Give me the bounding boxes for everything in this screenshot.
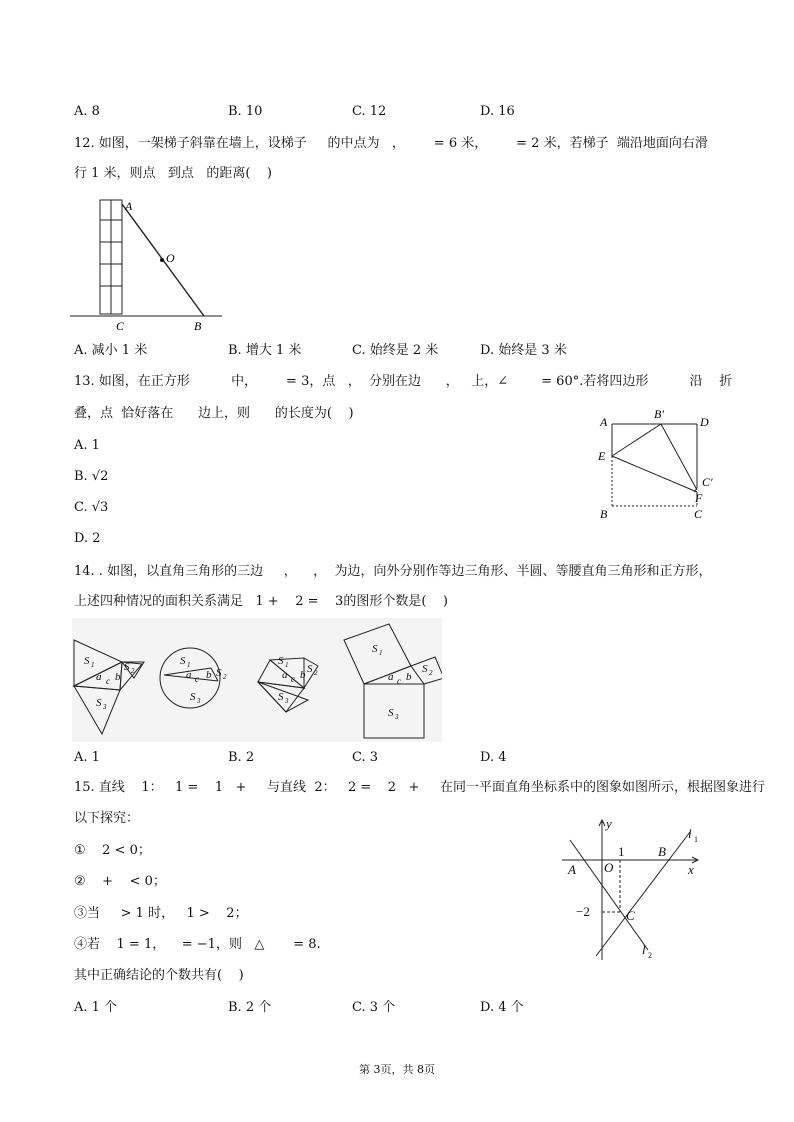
q15-label-y: y [606,816,612,831]
q13-label-c: C [694,507,703,521]
q15-item-3: ③当 > 1 时， 1 > 2； [74,906,248,921]
q14-f3-s2: S [307,663,313,675]
q14-f4-c: c [397,676,401,686]
q14-f3-s3-sub: 3 [285,697,289,705]
q12-label-b: B [194,319,202,333]
q14-option-b: B. 2 [228,750,255,765]
q12-option-b: B. 增大 1 米 [228,343,302,358]
q14-f2-a: a [186,669,192,681]
q15-label-b: B [658,844,666,859]
q14-f3-s2-sub: 2 [314,669,318,677]
q12-label-a: A [125,199,133,213]
q12-option-d: D. 始终是 3 米 [480,343,567,358]
q12-ladder-figure [70,194,230,334]
q13-stem-line1: 13. 如图，在正方形 中， = 3，点 ， 分别在边 ， 上，∠ = 60°.若将四边形 沿 折 [74,374,733,389]
q15-option-a: A. 1 个 [74,1000,118,1015]
q13-square-fold-figure [594,404,730,526]
q14-f4-s1: S [372,643,378,655]
q14-f2-s1-sub: 1 [187,661,191,669]
q15-conclusion-line: 其中正确结论的个数共有( ) [74,968,244,983]
q15-label-l1: l [688,826,692,841]
q14-f1-s3: S [96,697,102,709]
q11-option-c: C. 12 [352,104,387,119]
q14-f3-a: a [282,669,288,681]
q15-item-2: ② + < 0； [74,874,166,889]
q14-f4-s3-sub: 3 [395,713,399,721]
q14-f1-a: a [96,671,102,683]
q15-label-one: 1 [618,844,625,859]
q14-f1-s1: S [84,655,90,667]
q14-f1-b: b [115,671,121,683]
q12-label-o: O [166,251,175,265]
q15-coordinate-figure [556,816,706,962]
q14-f3-s1-sub: 1 [285,661,289,669]
q15-option-b: B. 2 个 [228,1000,272,1015]
q15-stem-line1: 15. 直线 1： 1 = 1 + 与直线 2： 2 = 2 + 在同一平面直角坐标系中的图象如图所示，根据图象进行 [74,780,766,795]
q15-label-o: O [604,860,614,875]
q14-f1-s3-sub: 3 [103,703,107,711]
q14-four-figures [72,618,442,742]
q15-label-a: A [568,862,576,877]
q15-label-x: x [688,862,694,877]
q14-option-c: C. 3 [352,750,379,765]
q14-f1-s1-sub: 1 [91,661,95,669]
q12-stem-line1: 12. 如图，一架梯子斜靠在墙上，设梯子 的中点为 ， = 6 米， = 2 米，若梯子 端沿地面向右滑 [74,136,708,151]
q13-label-a: A [600,415,608,429]
q14-option-d: D. 4 [480,750,507,765]
q15-item-1: ① 2 < 0； [74,843,151,858]
q15-label-c: C [626,908,635,923]
q14-f4-s2: S [422,663,428,675]
q14-f2-s2-sub: 2 [223,673,227,681]
q14-f1-c: c [106,676,110,686]
q15-label-l2-sub: 2 [648,951,652,960]
q14-f2-s3: S [190,691,196,703]
q13-option-c: C. √3 [74,500,109,515]
q15-label-minus-two: −2 [576,904,590,919]
q15-label-l2: l [642,942,646,957]
q14-stem-line2: 上述四种情况的面积关系满足 1 + 2 = 3的图形个数是( ) [74,594,448,609]
q13-label-d: D [700,415,709,429]
q13-label-e: E [598,449,606,463]
q14-f1-s2-sub: 2 [131,667,135,675]
q11-option-d: D. 16 [480,104,515,119]
q14-f4-a: a [388,671,394,683]
q14-f1-s2: S [124,661,130,673]
q13-option-b: B. √2 [74,469,109,484]
q15-stem-line2: 以下探究： [74,811,140,826]
q13-option-d: D. 2 [74,531,101,546]
q15-item-4: ④若 1 = 1， = −1，则 △ = 8. [74,937,321,952]
q14-f4-s3: S [388,707,394,719]
q14-f3-b: b [300,669,306,681]
q14-f3-c: c [291,674,295,684]
q14-f2-s2: S [216,667,222,679]
q11-option-a: A. 8 [74,104,100,119]
q14-f2-s1: S [180,655,186,667]
q13-label-f: F [695,491,703,505]
q15-label-l1-sub: 1 [694,835,698,844]
q13-stem-line2: 叠，点 恰好落在 边上，则 的长度为( ) [74,406,354,421]
q12-label-c: C [116,319,125,333]
q12-option-c: C. 始终是 2 米 [352,343,439,358]
q13-label-c-prime: C′ [702,475,713,489]
q14-f3-s1: S [278,655,284,667]
q13-label-b: B [600,507,608,521]
q14-option-a: A. 1 [74,750,100,765]
q13-label-b-prime: B′ [654,407,664,421]
q14-f4-b: b [406,671,412,683]
q14-f2-c: c [195,674,199,684]
page-footer: 第 3页，共 8页 [359,1063,435,1076]
q14-f4-s1-sub: 1 [379,649,383,657]
q14-f4-s2-sub: 2 [429,669,433,677]
q13-option-a: A. 1 [74,438,100,453]
q14-f3-s3: S [278,691,284,703]
q14-stem-line1: 14. . 如图，以直角三角形的三边 ， ， 为边，向外分别作等边三角形、半圆、等腰直角三角形和正方形， [74,564,712,579]
q15-option-d: D. 4 个 [480,1000,524,1015]
q12-option-a: A. 减小 1 米 [74,343,148,358]
q12-stem-line2: 行 1 米，则点 到点 的距离( ) [74,166,273,181]
q11-option-b: B. 10 [228,104,263,119]
q15-option-c: C. 3 个 [352,1000,396,1015]
q14-f2-s3-sub: 3 [197,697,201,705]
q14-f2-b: b [206,669,212,681]
